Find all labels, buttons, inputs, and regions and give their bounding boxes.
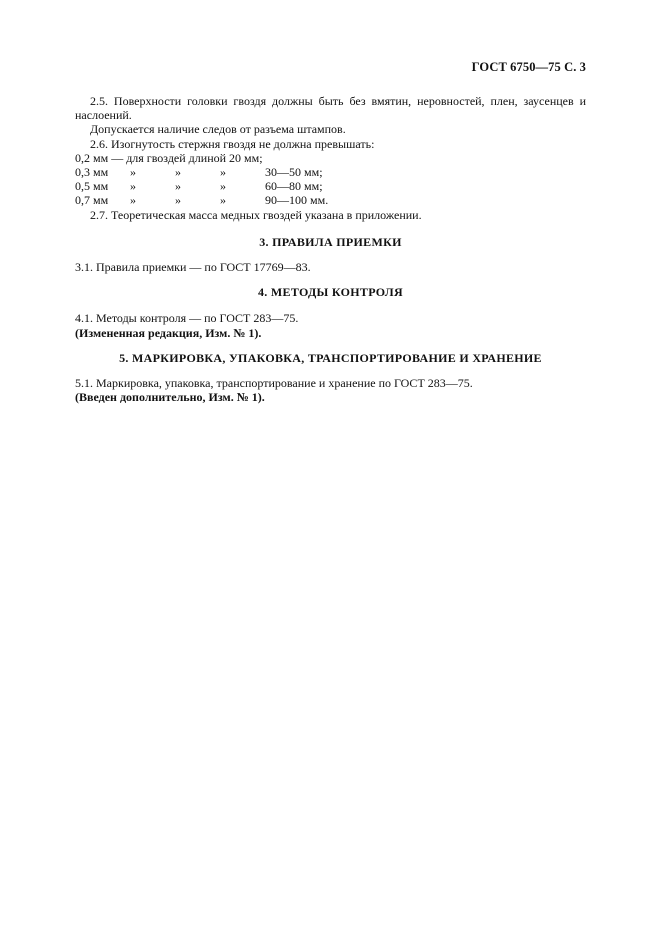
page-header: ГОСТ 6750—75 С. 3 bbox=[471, 60, 586, 74]
paragraph-2-7: 2.7. Теоретическая масса медных гвоздей указана в приложении. bbox=[90, 207, 422, 222]
section-5-heading: 5. МАРКИРОВКА, УПАКОВКА, ТРАНСПОРТИРОВАНИЕ И ХРАНЕНИЕ bbox=[119, 350, 542, 365]
amendment-note-4: (Измененная редакция, Изм. № 1). bbox=[75, 325, 262, 340]
paragraph-5-1: 5.1. Маркировка, упаковка, транспортирование и хранение по ГОСТ 283—75. bbox=[75, 376, 473, 391]
amendment-note-5: (Введен дополнительно, Изм. № 1). bbox=[75, 390, 265, 405]
tolerance-row: 0,7 мм » » » 90—100 мм. bbox=[75, 193, 329, 208]
document-body bbox=[75, 94, 586, 404]
paragraph-2-5-note: Допускается наличие следов от разъема штампов. bbox=[90, 122, 346, 137]
section-4-heading: 4. МЕТОДЫ КОНТРОЛЯ bbox=[257, 285, 404, 300]
paragraph-4-1: 4.1. Методы контроля — по ГОСТ 283—75. bbox=[75, 311, 299, 326]
section-3-heading: 3. ПРАВИЛА ПРИЕМКИ bbox=[259, 234, 402, 249]
paragraph-3-1: 3.1. Правила приемки — по ГОСТ 17769—83. bbox=[75, 260, 311, 275]
tolerance-row: 0,5 мм » » » 60—80 мм; bbox=[75, 179, 323, 194]
paragraph-2-6-first: 0,2 мм — для гвоздей длиной 20 мм; bbox=[75, 150, 263, 165]
paragraph-2-5: 2.5. Поверхности головки гвоздя должны быть без вмятин, неровностей, плен, заусенцев и наслоений. bbox=[75, 94, 586, 123]
tolerance-row: 0,3 мм » » » 30—50 мм; bbox=[75, 165, 323, 180]
paragraph-2-6: 2.6. Изогнутость стержня гвоздя не должна превышать: bbox=[90, 136, 375, 151]
